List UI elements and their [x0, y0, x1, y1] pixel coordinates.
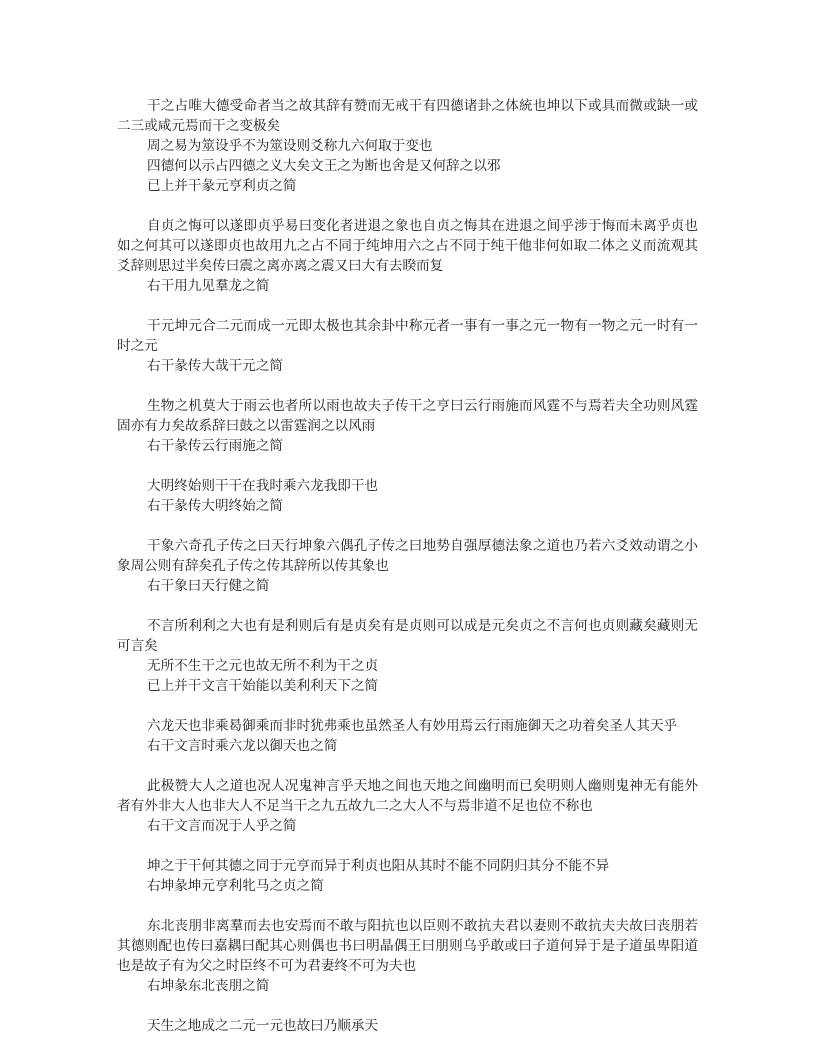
document-page — [117, 96, 698, 1036]
section-caption: 已上并干彖元亨利贞之简 — [147, 178, 297, 194]
section-9 — [117, 776, 698, 836]
section-5 — [117, 476, 698, 516]
section-2 — [117, 216, 698, 296]
section-caption: 右干文言时乘六龙以御天也之简 — [147, 738, 338, 754]
section-10 — [117, 856, 698, 896]
section-6 — [117, 536, 698, 596]
paragraph: 不言所利利之大也有是利则后有是贞矣有是贞则可以成是元矣贞之不言何也贞则藏矣藏则无可言矣 — [117, 618, 698, 654]
section-caption: 右干彖传大明终始之简 — [147, 498, 283, 514]
paragraph: 生物之机莫大于雨云也者所以雨也故夫子传干之亨曰云行雨施而风霆不与焉若夫全功则风霆固亦有力矣故系辞曰鼓之以雷霆润之以风雨 — [117, 398, 698, 434]
section-11 — [117, 916, 698, 996]
section-caption: 已上并干文言干始能以美利利天下之简 — [147, 678, 379, 694]
paragraph: 干象六奇孔子传之曰天行坤象六偶孔子传之曰地势自强厚德法象之道也乃若六爻效动谓之小象周公则有辞矣孔子传之传其辞所以传其象也 — [117, 538, 698, 574]
section-caption: 右干彖传云行雨施之简 — [147, 438, 283, 454]
paragraph: 此极赞大人之道也况人况鬼神言乎天地之间也天地之间幽明而已矣明则人幽则鬼神无有能外者有外非大人也非大人不足当干之九五故九二之大人不与焉非道不足也位不称也 — [117, 778, 698, 814]
text-line: 周之易为筮设乎不为筮设则爻称九六何取于变也 — [147, 138, 433, 154]
paragraph: 东北丧朋非离羣而去也安焉而不敢与阳抗也以臣则不敢抗夫君以妻则不敢抗夫夫故曰丧朋若其德则配也传曰嘉耦曰配其心则偶也书曰明晶偶王曰朋则乌乎敢或曰子道何异于是子道虽卑阳道也是故子有为父之时臣终不可为君妻终不可为夫也 — [117, 918, 698, 974]
paragraph: 六龙天也非乘曷御乘而非时犹弗乘也虽然圣人有妙用焉云行雨施御天之功着矣圣人其天乎 — [147, 718, 678, 734]
section-caption: 右坤彖坤元亨利牝马之贞之简 — [147, 878, 324, 894]
section-caption: 右坤彖东北丧朋之简 — [147, 978, 270, 994]
paragraph: 天生之地成之二元一元也故曰乃顺承天 — [147, 1018, 379, 1034]
paragraph: 自贞之悔可以遂即贞乎易曰变化者进退之象也自贞之悔其在进退之间乎涉于悔而未离乎贞也如之何其可以遂即贞也故用九之占不同于纯坤用六之占不同于纯干他非何如取二体之义而流观其爻辞则思过半矣传曰震之离亦离之震又曰大有去睽而复 — [117, 218, 698, 274]
section-caption: 右干彖传大哉干元之简 — [147, 358, 283, 374]
section-7 — [117, 616, 698, 696]
paragraph: 大明终始则干干在我时乘六龙我即干也 — [147, 478, 379, 494]
paragraph: 干之占唯大德受命者当之故其辞有赞而无戒干有四德诸卦之体統也坤以下或具而微或缺一或二三或咸元焉而干之变极矣 — [117, 98, 698, 134]
section-caption: 右干文言而况于人乎之简 — [147, 818, 297, 834]
text-line: 无所不生干之元也故无所不利为干之贞 — [147, 658, 379, 674]
section-caption: 右干用九见羣龙之简 — [147, 278, 270, 294]
section-8 — [117, 716, 698, 756]
paragraph: 坤之于干何其德之同于元亨而异于利贞也阳从其时不能不同阴归其分不能不异 — [147, 858, 610, 874]
section-1 — [117, 96, 698, 196]
section-3 — [117, 316, 698, 376]
text-line: 四德何以示占四德之义大矣文王之为断也舍是又何辞之以邪 — [147, 158, 501, 174]
section-caption: 右干象曰天行健之简 — [147, 578, 270, 594]
paragraph: 干元坤元合二元而成一元即太极也其余卦中称元者一事有一事之元一物有一物之元一时有一时之元 — [117, 318, 698, 354]
section-4 — [117, 396, 698, 456]
section-12 — [117, 1016, 698, 1036]
